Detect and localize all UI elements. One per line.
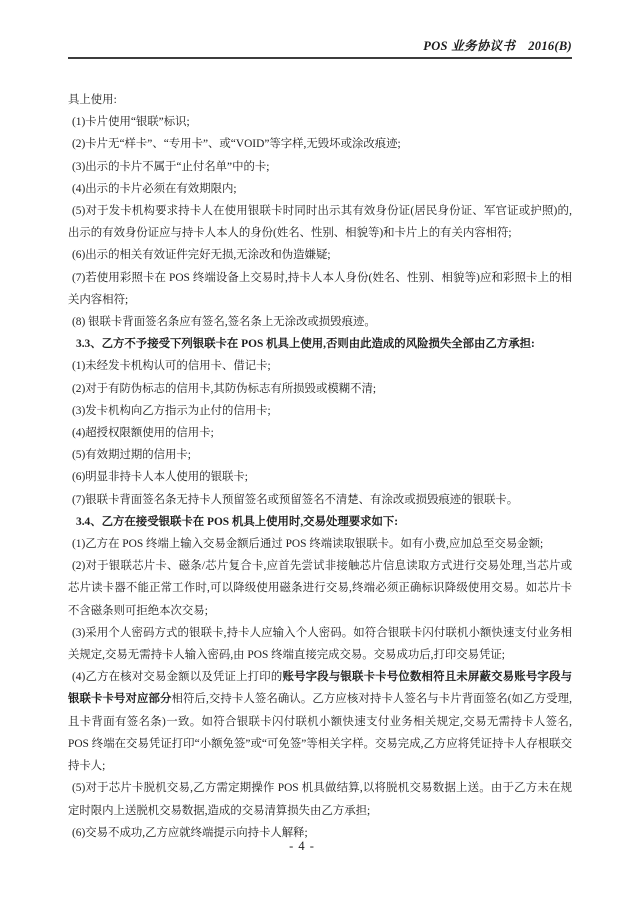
section-heading-paragraph bbox=[68, 511, 572, 533]
paragraph bbox=[68, 533, 572, 555]
text-segment: (5)对于芯片卡脱机交易,乙方需定期操作 POS 机具做结算,以将脱机交易数据上送。由于乙方未在规定时限内上送脱机交易数据,造成的交易清算损失由乙方承担; bbox=[68, 782, 572, 817]
text-segment: (1)未经发卡机构认可的信用卡、借记卡; bbox=[72, 360, 271, 373]
text-segment: (4)超授权限额使用的信用卡; bbox=[72, 427, 214, 440]
text-segment: 3.4、乙方在接受银联卡在 POS 机具上使用时,交易处理要求如下: bbox=[76, 515, 399, 528]
text-segment: (8) 银联卡背面签名条应有签名,签名条上无涂改或损毁痕迹。 bbox=[72, 316, 376, 329]
text-segment: (5)有效期过期的信用卡; bbox=[72, 449, 191, 462]
header-title: POS 业务协议书 bbox=[423, 39, 516, 53]
page-header bbox=[68, 36, 572, 54]
paragraph bbox=[68, 156, 572, 178]
text-segment: (2)对于银联芯片卡、磁条/芯片复合卡,应首先尝试非接触芯片信息读取方式进行交易处理,当芯片或芯片读卡器不能正常工作时,可以降级使用磁条进行交易,终端必须正确标识降级使用交易。如芯片卡不含磁条则可拒绝本次交易; bbox=[68, 560, 572, 617]
header-rule bbox=[68, 57, 572, 59]
document-body bbox=[68, 89, 572, 844]
paragraph bbox=[68, 355, 572, 377]
text-segment: (3)发卡机构向乙方指示为止付的信用卡; bbox=[72, 404, 271, 417]
paragraph bbox=[68, 267, 572, 311]
paragraph bbox=[68, 422, 572, 444]
text-segment: (6)出示的相关有效证件完好无损,无涂改和伪造嫌疑; bbox=[72, 249, 331, 262]
paragraph bbox=[68, 400, 572, 422]
header-version: 2016(B) bbox=[528, 39, 572, 53]
text-segment: (3)出示的卡片不属于“止付名单”中的卡; bbox=[72, 160, 270, 173]
text-segment: (4)出示的卡片必须在有效期限内; bbox=[72, 182, 237, 195]
paragraph bbox=[68, 133, 572, 155]
text-segment: (1)乙方在 POS 终端上输入交易金额后通过 POS 终端读取银联卡。如有小费,应加总至交易金额; bbox=[72, 538, 544, 551]
section-heading-paragraph bbox=[68, 333, 572, 355]
text-segment: (2)卡片无“样卡”、“专用卡”、或“VOID”等字样,无毁坏或涂改痕迹; bbox=[72, 138, 401, 151]
text-segment: (6)明显非持卡人本人使用的银联卡; bbox=[72, 471, 248, 484]
page-footer bbox=[50, 839, 554, 854]
text-segment: (5)对于发卡机构要求持卡人在使用银联卡时同时出示其有效身份证(居民身份证、军官证或护照)的,出示的有效身份证应与持卡人本人的身份(姓名、性别、相貌等)和卡片上的有关内容相符; bbox=[68, 205, 572, 240]
paragraph bbox=[68, 111, 572, 133]
paragraph bbox=[68, 777, 572, 821]
paragraph bbox=[68, 378, 572, 400]
text-segment: (7)若使用彩照卡在 POS 终端设备上交易时,持卡人本人身份(姓名、性别、相貌等)应和彩照卡上的相关内容相符; bbox=[68, 271, 572, 306]
paragraph bbox=[68, 489, 572, 511]
text-segment: (3)采用个人密码方式的银联卡,持卡人应输入个人密码。如符合银联卡闪付联机小额快速支付业务相关规定,交易无需持卡人输入密码,由 POS 终端直接完成交易。交易成功后,打印交易凭证; bbox=[68, 626, 572, 662]
paragraph bbox=[68, 311, 572, 333]
text-segment: (7)银联卡背面签名条无持卡人预留签名或预留签名不清楚、有涂改或损毁痕迹的银联卡。 bbox=[72, 493, 519, 506]
paragraph bbox=[68, 244, 572, 266]
paragraph bbox=[68, 555, 572, 622]
text-segment: 相符后,交持卡人签名确认。乙方应核对持卡人签名与卡片背面签名(如乙方受理,且卡背面有签名条)一致。如符合银联卡闪付联机小额快速支付业务相关规定,交易无需持卡人签名, POS 终端在交易凭证打印“小额免签”或“可免签”等相关字样。交易完成,乙方应将凭证持卡人存根联交持卡人; bbox=[68, 693, 572, 773]
text-segment: (1)卡片使用“银联”标识; bbox=[72, 116, 190, 129]
text-segment: (6)交易不成功,乙方应就终端提示向持卡人解释; bbox=[72, 826, 308, 839]
paragraph bbox=[68, 444, 572, 466]
text-segment: 具上使用: bbox=[68, 94, 117, 106]
text-segment: (2)对于有防伪标志的信用卡,其防伪标志有所损毁或模糊不清; bbox=[72, 382, 377, 395]
text-segment: (4)乙方在核对交易金额以及凭证上打印的 bbox=[72, 671, 283, 684]
paragraph bbox=[68, 622, 572, 666]
bold-text-segment: 账号字段与银联卡卡号位数相符且未屏蔽交易账号字段与银联卡卡号对应部分 bbox=[68, 671, 572, 706]
paragraph bbox=[68, 89, 572, 111]
paragraph bbox=[68, 200, 572, 244]
paragraph bbox=[68, 178, 572, 200]
paragraph bbox=[68, 466, 572, 488]
text-segment: 3.3、乙方不予接受下列银联卡在 POS 机具上使用,否则由此造成的风险损失全部由乙方承担: bbox=[76, 338, 535, 351]
page-number: - 4 - bbox=[289, 839, 315, 853]
paragraph bbox=[68, 666, 572, 777]
